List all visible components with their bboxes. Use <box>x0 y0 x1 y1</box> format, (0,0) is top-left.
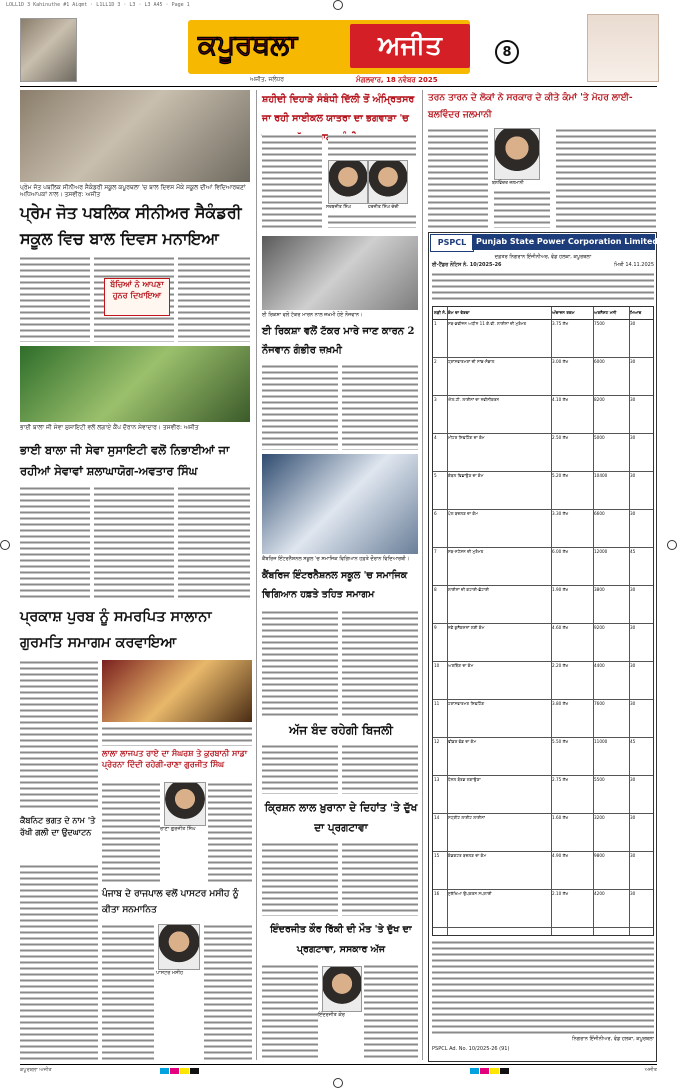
story-body <box>20 486 90 600</box>
headline: ਪ੍ਰੇਮ ਜੋਤ ਪਬਲਿਕ ਸੀਨੀਅਰ ਸੈਕੰਡਰੀ ਸਕੂਲ ਵਿਚ ਬਾਲ ਦਿਵਸ ਮਨਾਇਆ <box>20 203 242 248</box>
table-cell: 5.50 ਲੱਖ <box>552 739 569 744</box>
headline: ਈ ਰਿਕਸ਼ਾ ਵਲੋਂ ਟੱਕਰ ਮਾਰੇ ਜਾਣ ਕਾਰਨ 2 ਨੌਜਵਾਨ ਗੰਭੀਰ ਜ਼ਖ਼ਮੀ <box>262 326 415 356</box>
table-row-line <box>433 927 653 928</box>
table-row-line <box>433 737 653 738</box>
headline: ਕੈਬਨਿਟ ਭਗਤ ਦੇ ਨਾਮ 'ਤੇ ਰੱਖੀ ਗਲੀ ਦਾ ਉਦਘਾਟਨ <box>20 815 96 837</box>
table-cell: 3.30 ਲੱਖ <box>552 511 569 516</box>
story-body <box>428 128 488 228</box>
table-cell: 5 <box>434 473 437 478</box>
table-cell: 15 <box>434 853 440 858</box>
table-cell: 30 <box>630 397 636 402</box>
table-cell: 45 <box>630 739 636 744</box>
story-body <box>328 134 416 158</box>
table-cell: 1 <box>434 321 437 326</box>
table-cell: 11 <box>434 701 440 706</box>
story-photo-samagam <box>102 660 252 722</box>
portrait-photo <box>328 160 368 204</box>
table-cell: 7 <box>434 549 437 554</box>
pspcl-date: ਮਿਤੀ 14.11.2025 <box>614 262 654 268</box>
table-cell: 9 <box>434 625 437 630</box>
registration-mark-icon <box>333 0 343 10</box>
registration-mark-icon <box>333 1078 343 1088</box>
table-cell: ਸਬ-ਡਵੀਜ਼ਨ ਅਧੀਨ 11 ਕੇ.ਵੀ. ਲਾਈਨਾਂ ਦੀ ਮੁਰੰਮਤ <box>448 321 527 326</box>
table-cell: 30 <box>630 891 636 896</box>
story-body <box>262 134 322 228</box>
story-body <box>328 214 416 228</box>
table-row-line <box>433 433 653 434</box>
table-header-cell: ਅੰਦਾਜ਼ਨ ਰਕਮ <box>552 310 575 315</box>
headline: ਭਾਈ ਬਾਲਾ ਜੀ ਸੇਵਾ ਸੁਸਾਇਟੀ ਵਲੋਂ ਨਿਭਾਈਆਂ ਜਾ ਰਹੀਆਂ ਸੇਵਾਵਾਂ ਸ਼ਲਾਘਾਯੋਗ-ਅਵਤਾਰ ਸਿੰਘ <box>20 443 230 478</box>
table-cell: ਪੋਲ ਬਦਲਣ ਦਾ ਕੰਮ <box>448 511 479 516</box>
color-bar-icon <box>180 1068 189 1074</box>
table-cell: 6000 <box>594 359 605 364</box>
table-cell: 12 <box>434 739 440 744</box>
story-body <box>262 744 338 794</box>
table-cell: ਟਰਾਂਸਫਾਰਮਰ ਸ਼ਿਫਟਿੰਗ <box>448 701 485 706</box>
table-cell: 7600 <box>594 701 605 706</box>
table-cell: 16 <box>434 891 440 896</box>
table-cell: 3800 <box>594 587 605 592</box>
table-row-line <box>433 699 653 700</box>
headline: ਕ੍ਰਿਸ਼ਨ ਲਾਲ ਖ਼ੁਰਾਨਾ ਦੇ ਦਿਹਾਂਤ 'ਤੇ ਦੁੱਖ ਦਾ ਪ੍ਰਗਟਾਵਾ <box>264 802 418 834</box>
table-cell: 8 <box>434 587 437 592</box>
color-bar-icon <box>480 1068 489 1074</box>
table-cell: 14 <box>434 815 440 820</box>
story-body <box>20 864 98 1060</box>
table-cell: 1.90 ਲੱਖ <box>552 587 569 592</box>
table-cell: ਟ੍ਰਾਂਸਫਾਰਮਰਾਂ ਦੀ ਸਾਂਭ-ਸੰਭਾਲ <box>448 359 495 364</box>
table-row-line <box>433 471 653 472</box>
column-divider <box>256 90 257 1060</box>
story-body <box>364 964 418 1060</box>
table-cell: 4.90 ਲੱਖ <box>552 853 569 858</box>
table-cell: ਲਾਈਨਾਂ ਦੀ ਕਟਾਈ-ਛੰਟਾਈ <box>448 587 490 592</box>
color-bar-icon <box>160 1068 169 1074</box>
story-body <box>262 842 338 916</box>
table-cell: 11000 <box>594 739 608 744</box>
story-body <box>494 190 550 228</box>
story-photo-children <box>20 90 250 182</box>
story-body <box>342 610 418 716</box>
portrait-caption: ਸਰਬਜੀਤ ਸਿੰਘ <box>326 205 351 210</box>
color-bar-icon <box>490 1068 499 1074</box>
table-cell: ਸਬ-ਸਟੇਸ਼ਨ ਦੀ ਮੁਰੰਮਤ <box>448 549 484 554</box>
table-cell: 4.10 ਲੱਖ <box>552 397 569 402</box>
portrait-caption: ਹਰਜੀਤ ਸਿੰਘ ਚੰਦੀ <box>368 205 399 210</box>
page-number: 8 <box>495 40 519 64</box>
table-cell: 4 <box>434 435 437 440</box>
story-body <box>178 256 250 342</box>
table-cell: ਮੀਟਰ ਸ਼ਿਫਟਿੰਗ ਦਾ ਕੰਮ <box>448 435 485 440</box>
table-cell: 7500 <box>594 321 605 326</box>
headline: ਕੈਂਬਰਿਜ ਇੰਟਰਨੈਸ਼ਨਲ ਸਕੂਲ 'ਚ ਸਮਾਜਿਕ ਵਿਗਿਆਨ ਹਫ਼ਤੇ ਤਹਿਤ ਸਮਾਗਮ <box>262 570 408 600</box>
table-cell: 6.00 ਲੱਖ <box>552 549 569 554</box>
table-row-line <box>433 547 653 548</box>
story-body <box>342 842 418 916</box>
table-cell: ਸਟ੍ਰੀਟ ਲਾਈਟ ਲਾਈਨਾਂ <box>448 815 485 820</box>
story-body <box>342 744 418 794</box>
story-body <box>342 364 418 450</box>
table-row-line <box>433 395 653 396</box>
table-cell: 2 <box>434 359 437 364</box>
portrait-photo <box>368 160 408 204</box>
table-row-line <box>433 775 653 776</box>
table-row-line <box>433 661 653 662</box>
footer-right: ਅਜੀਤ <box>644 1067 657 1073</box>
portrait-photo <box>322 966 362 1012</box>
table-cell: 3.75 ਲੱਖ <box>552 321 569 326</box>
story-photo-accident <box>262 236 418 310</box>
pspcl-ref: PSPCL Ad. No. 10/2025-26 (91) <box>432 1046 510 1052</box>
table-row-line <box>433 509 653 510</box>
table-cell: 13 <box>434 777 440 782</box>
portrait-caption: ਪਾਸਟਰ ਮਸੀਹ <box>156 970 184 976</box>
table-cell: 45 <box>630 549 636 554</box>
table-header-cell: ਮਿਆਦ <box>630 310 642 315</box>
story-photo-society <box>20 346 250 422</box>
brand-logo: ਅਜੀਤ <box>350 24 470 68</box>
table-cell: 5.20 ਲੱਖ <box>552 473 569 478</box>
table-row-line <box>433 623 653 624</box>
pspcl-office: ਦਫ਼ਤਰ ਨਿਗਰਾਨ ਇੰਜੀਨੀਅਰ, ਵੰਡ ਹਲਕਾ, ਕਪੂਰਥਲਾ <box>494 254 592 260</box>
story-body <box>102 924 154 1060</box>
table-header-cell: ਅਰਨੈਸਟ ਮਨੀ <box>594 310 617 315</box>
registration-mark-icon <box>0 540 10 550</box>
table-cell: 4200 <box>594 891 605 896</box>
table-cell: 30 <box>630 473 636 478</box>
photo-caption: ਈ ਰਿਕਸ਼ਾ ਵਲੋਂ ਟੱਕਰ ਮਾਰਨ ਨਾਲ ਜ਼ਖ਼ਮੀ ਹੋਏ ਨੌਜਵਾਨ। <box>262 312 363 318</box>
masthead-divider <box>20 86 657 87</box>
table-cell: 30 <box>630 777 636 782</box>
portrait-caption: ਇੰਦਰਜੀਤ ਕੌਰ <box>318 1012 345 1018</box>
table-cell: 6 <box>434 511 437 516</box>
table-cell: 2.75 ਲੱਖ <box>552 777 569 782</box>
portrait-photo <box>164 782 206 826</box>
edition-label: ਅਜੀਤ, ਜਲੰਧਰ <box>250 76 285 83</box>
headline: ਅੱਜ ਬੰਦ ਰਹੇਗੀ ਬਿਜਲੀ <box>289 723 393 737</box>
pull-quote: ਬੱਚਿਆਂ ਨੇ ਆਪਣਾ ਹੁਨਰ ਦਿਖਾਇਆ <box>104 278 170 316</box>
table-cell: 9800 <box>594 853 605 858</box>
table-header-cell: ਲੜੀ ਨੰ. <box>434 310 447 315</box>
table-cell: 8200 <box>594 397 605 402</box>
table-cell: ਸੁਰੱਖਿਆ ਉਪਕਰਨ ਸਪਲਾਈ <box>448 891 492 896</box>
table-header-cell: ਕੰਮ ਦਾ ਵੇਰਵਾ <box>448 310 470 315</box>
table-cell: 3.80 ਲੱਖ <box>552 701 569 706</box>
story-body <box>262 364 338 450</box>
table-cell: 10400 <box>594 473 608 478</box>
city-title: ਕਪੂਰਥਲਾ <box>198 28 298 61</box>
table-cell: 30 <box>630 435 636 440</box>
color-bar-icon <box>170 1068 179 1074</box>
table-cell: 12000 <box>594 549 608 554</box>
table-cell: 2.20 ਲੱਖ <box>552 663 569 668</box>
masthead-right-image <box>587 14 659 82</box>
table-cell: ਪੈਨਲ ਬੋਰਡ ਲਗਾਉਣਾ <box>448 777 481 782</box>
issue-date: ਮੰਗਲਵਾਰ, 18 ਨਵੰਬਰ 2025 <box>356 76 438 84</box>
story-body <box>94 486 174 600</box>
table-cell: 5500 <box>594 777 605 782</box>
table-cell: 2.10 ਲੱਖ <box>552 891 569 896</box>
story-body <box>556 128 656 228</box>
table-cell: 30 <box>630 511 636 516</box>
table-cell: 4.60 ਲੱਖ <box>552 625 569 630</box>
table-cell: 30 <box>630 701 636 706</box>
table-cell: ਕੇਬਲ ਵਿਛਾਉਣ ਦਾ ਕੰਮ <box>448 473 484 478</box>
headline: ਪੰਜਾਬ ਦੇ ਰਾਜਪਾਲ ਵਲੋਂ ਪਾਸਟਰ ਮਸੀਹ ਨੂੰ ਕੀਤਾ ਸਨਮਾਨਿਤ <box>102 889 239 915</box>
pspcl-tender-table <box>432 306 654 936</box>
color-bar-icon <box>500 1068 509 1074</box>
story-body <box>20 660 98 810</box>
table-cell: ਫੀਡਰ ਵੰਡ ਦਾ ਕੰਮ <box>448 739 477 744</box>
table-cell: 2.50 ਲੱਖ <box>552 435 569 440</box>
registration-mark-icon <box>667 540 677 550</box>
pspcl-terms <box>432 940 654 1034</box>
portrait-photo <box>158 924 200 970</box>
table-cell: 4400 <box>594 663 605 668</box>
table-cell: 1.60 ਲੱਖ <box>552 815 569 820</box>
table-cell: 30 <box>630 625 636 630</box>
story-body <box>178 486 250 600</box>
table-cell: ਨਵੇਂ ਕੁਨੈਕਸ਼ਨਾਂ ਲਈ ਕੰਮ <box>448 625 485 630</box>
story-body <box>20 256 90 342</box>
table-cell: 3200 <box>594 815 605 820</box>
pspcl-title: Punjab State Power Corporation Limited <box>472 234 655 250</box>
table-cell: 30 <box>630 815 636 820</box>
print-slug: LOLL1D 3 Kahinuthe #1 Aiqmt · L1LL1D 3 · L3 · L3 A45 · Page 1 <box>6 2 190 8</box>
table-cell: 9200 <box>594 625 605 630</box>
headline: ਤਰਨ ਤਾਰਨ ਦੇ ਲੋਕਾਂ ਨੇ ਸਰਕਾਰ ਦੇ ਕੀਤੇ ਕੰਮਾਂ 'ਤੇ ਮੋਹਰ ਲਾਈ-ਬਲਵਿੰਦਰ ਜਲਮਾਨੀ <box>428 93 633 120</box>
table-row-line <box>433 357 653 358</box>
table-cell: 10 <box>434 663 440 668</box>
pspcl-tender-no: ਈ-ਟੈਂਡਰ ਨੋਟਿਸ ਨੰ. 10/2025-26 <box>432 262 502 268</box>
photo-caption: ਕੈਂਬਰਿਜ ਇੰਟਰਨੈਸ਼ਨਲ ਸਕੂਲ 'ਚ ਸਮਾਜਿਕ ਵਿਗਿਆਨ ਹਫ਼ਤੇ ਦੌਰਾਨ ਵਿਦਿਆਰਥੀ। <box>262 556 410 562</box>
table-cell: ਕੰਡਕਟਰ ਬਦਲਣ ਦਾ ਕੰਮ <box>448 853 487 858</box>
table-row-line <box>433 813 653 814</box>
headline: ਇੰਦਰਜੀਤ ਕੌਰ ਰਿੱਕੀ ਦੀ ਮੌਤ 'ਤੇ ਦੁੱਖ ਦਾ ਪ੍ਰਗਟਾਵਾ, ਸਸਕਾਰ ਅੱਜ <box>270 924 412 955</box>
table-cell: 5000 <box>594 435 605 440</box>
pspcl-signatory: ਨਿਗਰਾਨ ਇੰਜੀਨੀਅਰ, ਵੰਡ ਹਲਕਾ, ਕਪੂਰਥਲਾ <box>572 1036 654 1042</box>
headline: ਲਾਲਾ ਲਾਜਪਤ ਰਾਏ ਦਾ ਸੰਘਰਸ਼ ਤੇ ਕੁਰਬਾਨੀ ਸਾਡਾ ਪ੍ਰੇਰਨਾ ਦਿੰਦੀ ਰਹੇਗੀ-ਰਾਣਾ ਗੁਰਜੀਤ ਸਿੰਘ <box>102 748 248 769</box>
table-row-line <box>433 585 653 586</box>
headline: ਸ਼ਹੀਦੀ ਦਿਹਾੜੇ ਸੰਬੰਧੀ ਦਿੱਲੀ ਤੋਂ ਅੰਮ੍ਰਿਤਸਰ ਜਾ ਰਹੀ ਸਾਈਕਲ ਯਾਤਰਾ ਦਾ ਭਗਵਾੜਾ 'ਚ <box>262 94 415 124</box>
table-row-line <box>433 851 653 852</box>
story-photo-school <box>262 454 418 554</box>
table-row-line <box>433 889 653 890</box>
footer-divider <box>20 1064 657 1065</box>
table-header-line <box>433 319 653 320</box>
color-bar-icon <box>190 1068 199 1074</box>
story-body <box>262 610 338 716</box>
table-cell: 30 <box>630 853 636 858</box>
story-body <box>262 964 318 1060</box>
footer-left: ਕਪੂਰਥਲਾ ਅਜੀਤ <box>20 1067 52 1073</box>
table-cell: ਐਲ.ਟੀ. ਲਾਈਨਾਂ ਦਾ ਨਵੀਨੀਕਰਨ <box>448 397 500 402</box>
table-cell: 30 <box>630 663 636 668</box>
story-body <box>102 726 252 746</box>
portrait-caption: ਰਾਣਾ ਗੁਰਜੀਤ ਸਿੰਘ <box>160 826 196 832</box>
portrait-photo <box>494 128 540 180</box>
masthead-left-image <box>20 18 77 82</box>
portrait-caption: ਬਲਵਿੰਦਰ ਜਲਮਾਨੀ <box>492 181 524 186</box>
story-body <box>102 782 160 882</box>
table-cell: 30 <box>630 321 636 326</box>
column-divider <box>422 90 423 1060</box>
table-cell: 30 <box>630 359 636 364</box>
table-cell: 30 <box>630 587 636 592</box>
photo-caption: ਪ੍ਰੇਮ ਜੋਤ ਪਬਲਿਕ ਸੀਨੀਅਰ ਸੈਕੰਡਰੀ ਸਕੂਲ ਕਪੂਰਥਲਾ 'ਚ ਬਾਲ ਦਿਵਸ ਮੌਕੇ ਸਕੂਲ ਦੀਆਂ ਵਿਦਿਆਰਥਣਾਂ ਅਧਿਆਪਕਾਂ ਨਾਲ। ਤਸਵੀਰ: ਅਜੀਤ <box>20 184 246 198</box>
pspcl-intro <box>432 272 654 302</box>
table-cell: ਅਰਥਿੰਗ ਦਾ ਕੰਮ <box>448 663 474 668</box>
color-bar-icon <box>470 1068 479 1074</box>
photo-caption: ਭਾਈ ਬਾਲਾ ਜੀ ਸੇਵਾ ਸੁਸਾਇਟੀ ਵਲੋਂ ਲਗਾਏ ਕੈਂਪ ਦੌਰਾਨ ਸੇਵਾਦਾਰ। ਤਸਵੀਰ: ਅਜੀਤ <box>20 424 199 431</box>
table-cell: 3 <box>434 397 437 402</box>
story-body <box>208 782 252 882</box>
story-body <box>204 924 252 1060</box>
table-cell: 3.00 ਲੱਖ <box>552 359 569 364</box>
headline: ਪ੍ਰਕਾਸ਼ ਪੁਰਬ ਨੂੰ ਸਮਰਪਿਤ ਸਾਲਾਨਾ ਗੁਰਮਤਿ ਸਮਾਗਮ ਕਰਵਾਇਆ <box>20 608 212 651</box>
table-cell: 6600 <box>594 511 605 516</box>
pspcl-logo: PSPCL <box>430 234 474 252</box>
masthead <box>20 14 657 86</box>
